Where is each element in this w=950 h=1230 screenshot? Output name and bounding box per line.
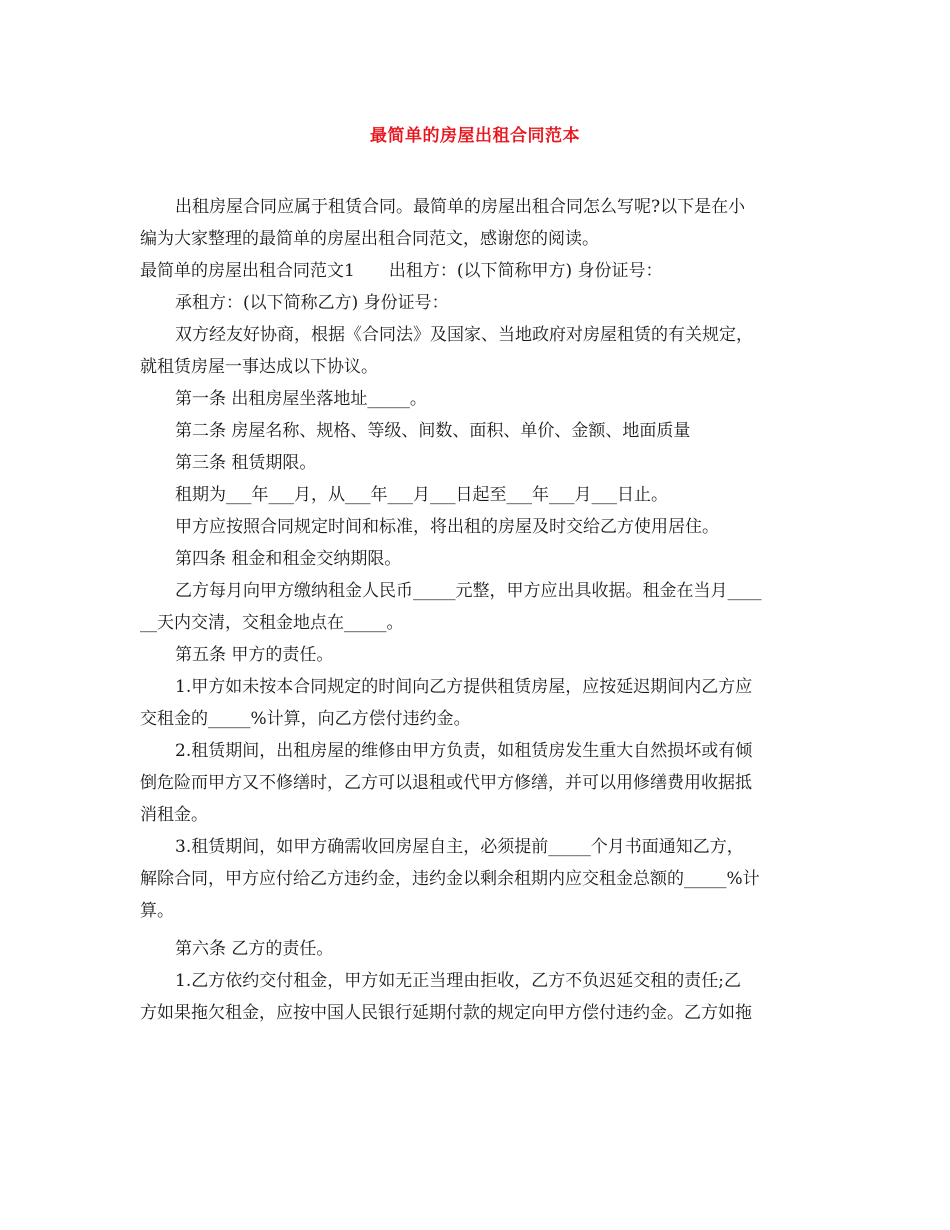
document-title: 最简单的房屋出租合同范本 xyxy=(370,126,580,146)
paragraph-line: 租期为___年___月，从___年___月___日起至___年___月___日止。 xyxy=(175,485,668,505)
paragraph-line: 算。 xyxy=(140,901,174,921)
document-body xyxy=(140,191,816,1029)
paragraph-line: 1.乙方依约交付租金，甲方如无正当理由拒收，乙方不负迟延交租的责任;乙 xyxy=(175,971,741,991)
paragraph-line: 2.租赁期间，出租房屋的维修由甲方负责，如租赁房发生重大自然损坏或有倾 xyxy=(175,741,753,761)
clause-heading: 第三条 租赁期限。 xyxy=(175,453,317,473)
paragraph-line: 出租房屋合同应属于租赁合同。最简单的房屋出租合同怎么写呢?以下是在小 xyxy=(175,197,746,217)
paragraph-line: 乙方每月向甲方缴纳租金人民币_____元整，甲方应出具收据。租金在当月____ xyxy=(175,581,762,601)
paragraph-line: 承租方：(以下简称乙方) 身份证号： xyxy=(175,293,449,313)
paragraph-line: 甲方应按照合同规定时间和标准，将出租的房屋及时交给乙方使用居住。 xyxy=(175,517,719,537)
paragraph-line: 最简单的房屋出租合同范文1 出租方：(以下简称甲方) 身份证号： xyxy=(140,261,663,281)
paragraph-line: 倒危险而甲方又不修缮时，乙方可以退租或代甲方修缮，并可以用修缮费用收据抵 xyxy=(140,773,752,793)
clause-heading: 第六条 乙方的责任。 xyxy=(175,939,334,959)
clause-heading: 第二条 房屋名称、规格、等级、间数、面积、单价、金额、地面质量 xyxy=(175,421,691,441)
clause-heading: 第五条 甲方的责任。 xyxy=(175,645,334,665)
paragraph-line: 解除合同，甲方应付给乙方违约金，违约金以剩余租期内应交租金总额的_____%计 xyxy=(140,869,760,889)
paragraph-line: 交租金的_____%计算，向乙方偿付违约金。 xyxy=(140,709,471,729)
paragraph-line: 就租赁房屋一事达成以下协议。 xyxy=(140,357,378,377)
clause-heading: 第一条 出租房屋坐落地址_____。 xyxy=(175,389,427,409)
paragraph-line: __天内交清，交租金地点在_____。 xyxy=(140,613,404,633)
paragraph-line: 3.租赁期间，如甲方确需收回房屋自主，必须提前_____个月书面通知乙方， xyxy=(175,837,744,857)
paragraph-line: 1.甲方如未按本合同规定的时间向乙方提供租赁房屋，应按延迟期间内乙方应 xyxy=(175,677,753,697)
paragraph-line: 方如果拖欠租金，应按中国人民银行延期付款的规定向甲方偿付违约金。乙方如拖 xyxy=(140,1003,752,1023)
clause-heading: 第四条 租金和租金交纳期限。 xyxy=(175,549,402,569)
paragraph-line: 消租金。 xyxy=(140,805,208,825)
paragraph-line: 编为大家整理的最简单的房屋出租合同范文，感谢您的阅读。 xyxy=(140,229,599,249)
paragraph-line: 双方经友好协商，根据《合同法》及国家、当地政府对房屋租赁的有关规定， xyxy=(175,325,753,345)
